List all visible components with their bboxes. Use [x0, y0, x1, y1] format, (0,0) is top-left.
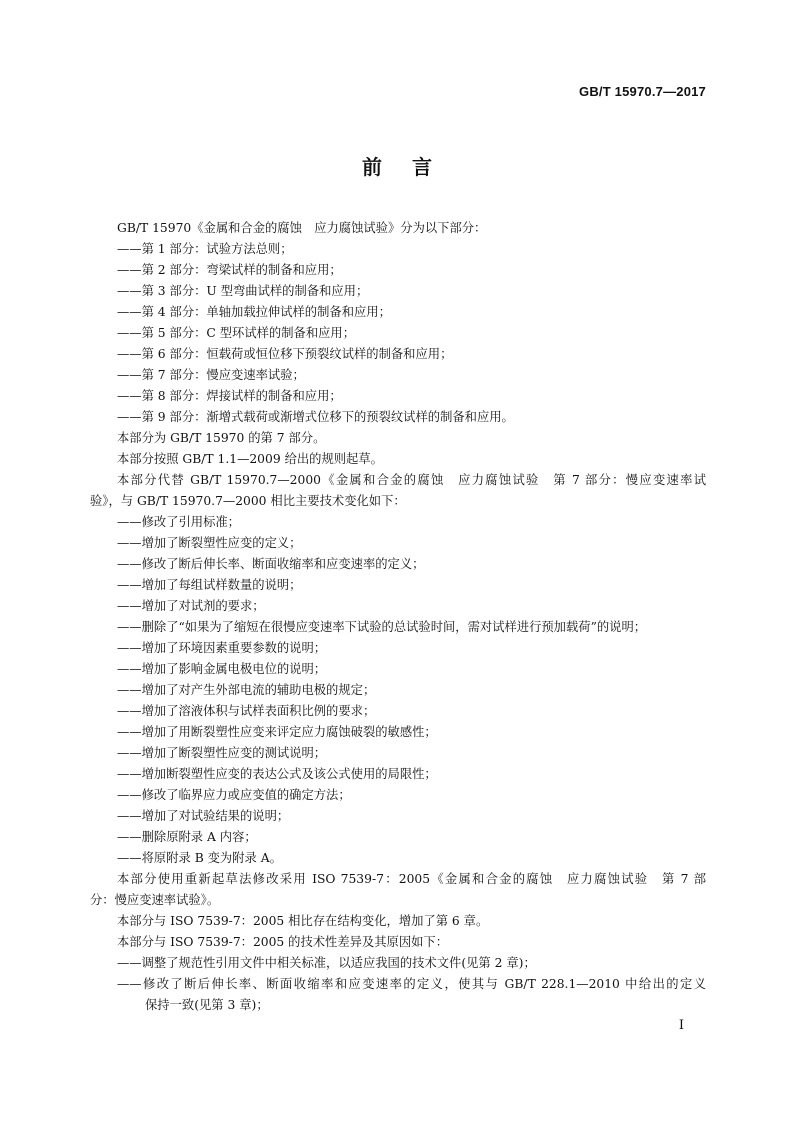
list-item-change: ——修改了断后伸长率、断面收缩率和应变速率的定义；: [117, 557, 425, 571]
list-item-part: ——第 9 部分：渐增式载荷或渐增式位移下的预裂纹试样的制备和应用。: [117, 410, 514, 424]
paragraph-part7: 本部分为 GB/T 15970 的第 7 部分。: [117, 431, 326, 445]
list-item-difference: ——调整了规范性引用文件中相关标准，以适应我国的技术文件(见第 2 章)；: [117, 956, 536, 970]
list-item-part: ——第 8 部分：焊接试样的制备和应用；: [117, 389, 342, 403]
list-item-change: ——增加了断裂塑性应变的定义；: [117, 536, 302, 550]
list-item-change: ——增加了影响金属电极电位的说明；: [117, 662, 327, 676]
list-item-part: ——第 2 部分：弯梁试样的制备和应用；: [117, 263, 342, 277]
list-item-part: ——第 7 部分：慢应变速率试验；: [117, 368, 305, 382]
list-item-change: ——增加了对试验结果的说明；: [117, 809, 290, 823]
list-item-change: ——将原附录 B 变为附录 A。: [117, 851, 282, 865]
page-number: I: [678, 1018, 684, 1033]
paragraph-iso-line2: 分：慢应变速率试验》。: [90, 893, 220, 907]
paragraph-replace-line2: 验》，与 GB/T 15970.7—2000 相比主要技术变化如下：: [90, 494, 406, 508]
paragraph-intro: GB/T 15970《金属和合金的腐蚀 应力腐蚀试验》分为以下部分：: [117, 221, 487, 235]
list-item-difference-continued: 保持一致(见第 3 章)；: [145, 998, 269, 1012]
paragraph-replace-line1: 本部分代替 GB/T 15970.7—2000《金属和合金的腐蚀 应力腐蚀试验 第 7 部分：慢应变速率试: [117, 473, 706, 487]
paragraph-iso-line1: 本部分使用重新起草法修改采用 ISO 7539-7：2005《金属和合金的腐蚀 应力腐蚀试验 第 7 部: [117, 872, 706, 886]
list-item-part: ——第 1 部分：试验方法总则；: [117, 242, 293, 256]
list-item-part: ——第 3 部分：U 型弯曲试样的制备和应用；: [117, 284, 369, 298]
list-item-change: ——增加了对试剂的要求；: [117, 599, 265, 613]
list-item-part: ——第 5 部分：C 型环试样的制备和应用；: [117, 326, 356, 340]
list-item-change: ——删除原附录 A 内容；: [117, 830, 257, 844]
list-item-change: ——增加了对产生外部电流的辅助电极的规定；: [117, 683, 376, 697]
list-item-change: ——增加了溶液体积与试样表面积比例的要求；: [117, 704, 376, 718]
paragraph-structure: 本部分与 ISO 7539-7：2005 相比存在结构变化，增加了第 6 章。: [117, 914, 489, 928]
paragraph-differences: 本部分与 ISO 7539-7：2005 的技术性差异及其原因如下：: [117, 935, 449, 949]
list-item-change: ——增加了每组试样数量的说明；: [117, 578, 302, 592]
list-item-change: ——增加了用断裂塑性应变来评定应力腐蚀破裂的敏感性；: [117, 725, 437, 739]
list-item-change: ——增加断裂塑性应变的表达公式及该公式使用的局限性；: [117, 767, 437, 781]
list-item-change: ——修改了引用标准；: [117, 515, 240, 529]
list-item-difference: ——修改了断后伸长率、断面收缩率和应变速率的定义，使其与 GB/T 228.1—2010 中给出的定义: [117, 977, 706, 991]
list-item-part: ——第 6 部分：恒载荷或恒位移下预裂纹试样的制备和应用；: [117, 347, 453, 361]
foreword-body: [90, 218, 706, 1016]
list-item-change: ——修改了临界应力或应变值的确定方法；: [117, 788, 351, 802]
standard-code: GB/T 15970.7—2017: [579, 84, 706, 99]
page-title: 前言: [362, 155, 462, 179]
list-item-change: ——增加了环境因素重要参数的说明；: [117, 641, 327, 655]
list-item-change: ——删除了“如果为了缩短在很慢应变速率下试验的总试验时间，需对试样进行预加载荷”的说明；: [117, 620, 647, 634]
list-item-change: ——增加了断裂塑性应变的测试说明；: [117, 746, 327, 760]
paragraph-rules: 本部分按照 GB/T 1.1—2009 给出的规则起草。: [117, 452, 383, 466]
list-item-part: ——第 4 部分：单轴加载拉伸试样的制备和应用；: [117, 305, 391, 319]
